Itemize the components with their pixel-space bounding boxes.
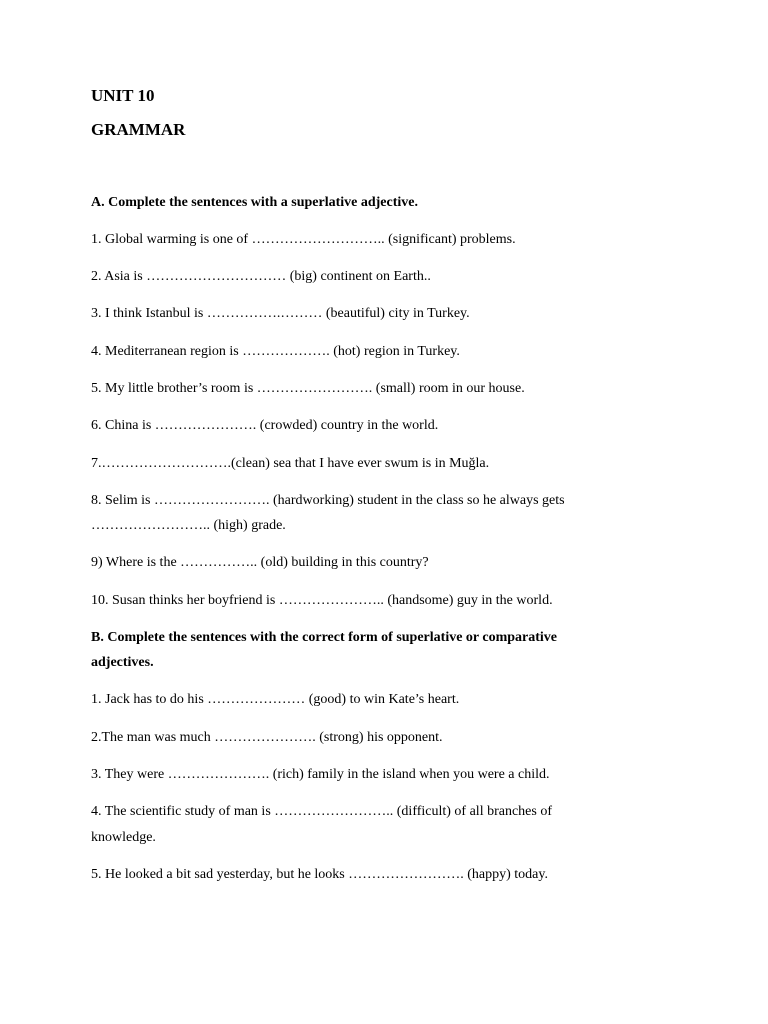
exercise-a-6: 6. China is …………………. (crowded) country in the world. — [91, 418, 439, 433]
exercise-b-4: 4. The scientific study of man is …………………….. (difficult) of all branches of — [91, 804, 553, 819]
exercise-b-4-continued: knowledge. — [91, 830, 156, 845]
exercise-a-5: 5. My little brother’s room is ……………………. (small) room in our house. — [91, 381, 525, 396]
section-a-heading: A. Complete the sentences with a superlative adjective. — [91, 195, 418, 210]
exercise-a-10: 10. Susan thinks her boyfriend is ………………….. (handsome) guy in the world. — [91, 593, 553, 608]
exercise-a-3: 3. I think Istanbul is …………….……… (beautiful) city in Turkey. — [91, 306, 470, 321]
exercise-b-3: 3. They were …………………. (rich) family in the island when you were a child. — [91, 767, 550, 782]
exercise-b-1: 1. Jack has to do his ………………… (good) to win Kate’s heart. — [91, 692, 460, 707]
exercise-b-5: 5. He looked a bit sad yesterday, but he looks ……………………. (happy) today. — [91, 867, 548, 882]
unit-label: UNIT 10 — [91, 86, 155, 105]
exercise-a-9: 9) Where is the …………….. (old) building in this country? — [91, 555, 429, 570]
exercise-a-1: 1. Global warming is one of ……………………….. (significant) problems. — [91, 232, 516, 247]
exercise-a-8-continued: …………………….. (high) grade. — [91, 518, 286, 533]
section-a — [91, 190, 651, 215]
exercise-b-2: 2.The man was much …………………. (strong) his opponent. — [91, 730, 443, 745]
exercise-a-2: 2. Asia is ………………………… (big) continent on Earth.. — [91, 269, 431, 284]
exercise-a-4: 4. Mediterranean region is ………………. (hot) region in Turkey. — [91, 344, 460, 359]
section-b-heading-continued: adjectives. — [91, 655, 154, 670]
page-title: GRAMMAR — [91, 120, 186, 139]
exercise-a-7: 7.……………………….(clean) sea that I have ever swum is in Muğla. — [91, 456, 490, 471]
exercise-a-8: 8. Selim is ……………………. (hardworking) student in the class so he always gets — [91, 493, 565, 508]
section-b-heading: B. Complete the sentences with the correct form of superlative or comparative — [91, 630, 558, 645]
